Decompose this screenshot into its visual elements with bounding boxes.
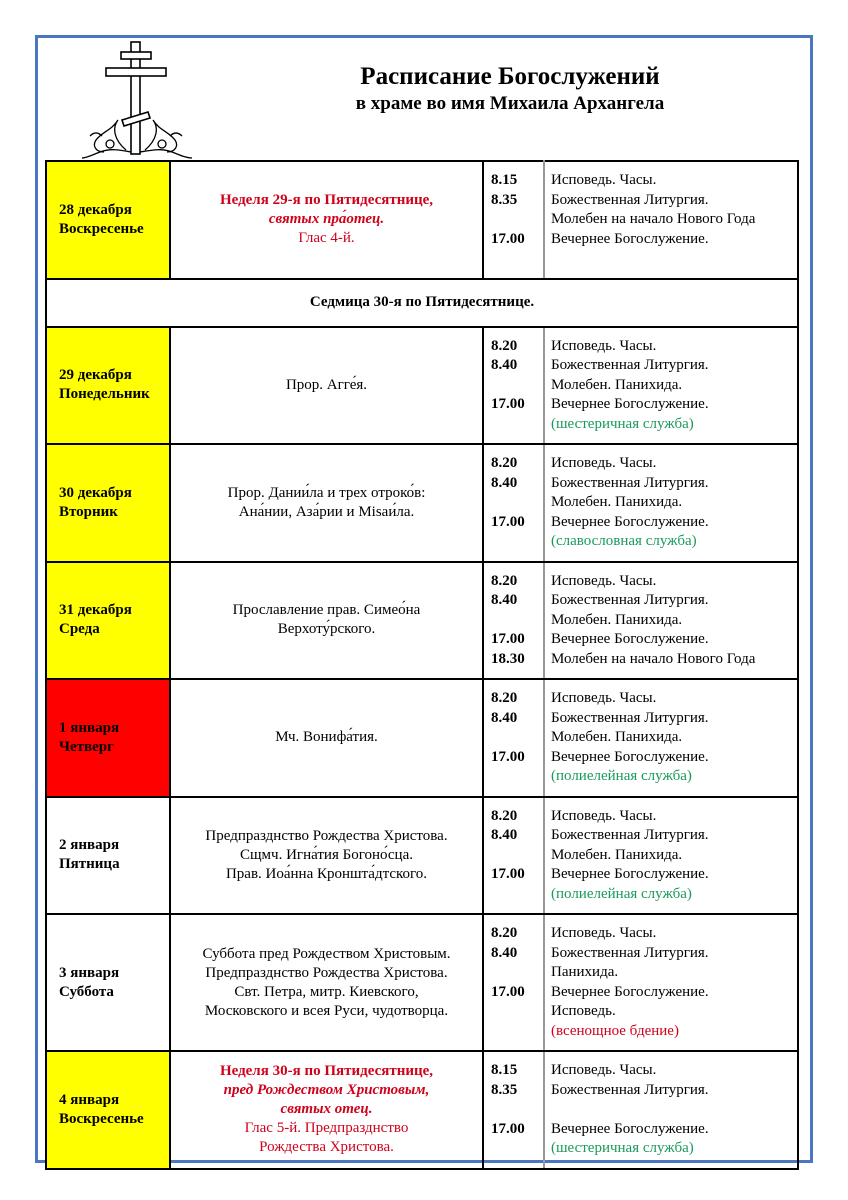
day-weekday: Среда — [59, 621, 100, 638]
service-times-cell — [483, 444, 544, 562]
feast-cell — [170, 562, 483, 680]
service-time: 8.40 — [491, 944, 518, 961]
feast-cell — [170, 1051, 483, 1169]
services-cell — [544, 1051, 798, 1169]
service-time — [491, 1139, 543, 1159]
service-time: 8.40 — [491, 592, 518, 608]
service-name: Молебен на начало Нового Года — [551, 211, 756, 227]
service-time — [491, 376, 543, 396]
service-name: Божественная Литургия. — [551, 592, 709, 608]
page-subtitle: в храме во имя Михаила Архангела — [355, 93, 665, 114]
day-weekday: Пятница — [59, 856, 120, 873]
day-date-cell — [46, 562, 170, 680]
service-time: 17.00 — [491, 631, 525, 647]
day-weekday: Вторник — [59, 503, 118, 520]
feast-cell — [170, 444, 483, 562]
feast-line: Прав. Иоа́нна Кроншта́дтского. — [225, 865, 428, 882]
service-name: (шестеричная служба) — [551, 1140, 694, 1156]
feast-line: Глас 4-й. — [298, 230, 355, 247]
service-name: Божественная Литургия. — [551, 1081, 709, 1098]
service-times-cell — [483, 562, 544, 680]
day-weekday: Четверг — [59, 738, 114, 755]
service-name: Молебен на начало Нового Года — [551, 650, 756, 667]
page-title: Расписание Богослужений — [360, 63, 660, 90]
service-times-cell — [483, 1051, 544, 1169]
service-name: Вечернее Богослужение. — [551, 396, 709, 412]
service-time: 8.20 — [491, 807, 518, 824]
service-name: Молебен. Панихида. — [551, 494, 683, 510]
feast-cell — [170, 327, 483, 445]
services-cell — [544, 914, 798, 1051]
service-name: Божественная Литургия. — [551, 709, 709, 726]
service-time — [491, 728, 543, 748]
service-time: 8.20 — [491, 572, 518, 589]
service-time — [491, 846, 543, 866]
service-name: Молебен. Панихида. — [551, 729, 683, 745]
service-time — [491, 1100, 543, 1120]
service-name: (полиелейная служба) — [551, 768, 692, 784]
service-time — [491, 611, 543, 631]
week-header-row — [46, 279, 798, 327]
feast-line: Суббота пред Рождеством Христовым. — [202, 945, 451, 962]
service-time: 17.00 — [491, 748, 525, 765]
service-times-cell — [483, 679, 544, 797]
service-time: 8.40 — [491, 357, 518, 373]
service-name: Вечернее Богослужение. — [551, 230, 709, 247]
service-time: 8.15 — [491, 1062, 518, 1078]
feast-line: Предпразднство Рождества Христова. — [205, 827, 448, 844]
service-name: (славословная служба) — [551, 533, 697, 549]
day-weekday: Понедельник — [59, 386, 150, 403]
service-name: Исповедь. — [551, 1003, 616, 1019]
service-name: Исповедь. Часы. — [551, 807, 657, 824]
day-weekday: Воскресенье — [59, 220, 144, 237]
services-cell — [544, 327, 798, 445]
service-time — [491, 963, 543, 983]
service-name: Исповедь. Часы. — [551, 690, 657, 706]
feast-line: святых отец. — [280, 1101, 373, 1118]
service-name: Вечернее Богослужение. — [551, 748, 709, 765]
day-date: 3 января — [59, 964, 120, 981]
day-date-cell — [46, 444, 170, 562]
day-weekday: Воскресенье — [59, 1110, 144, 1127]
day-date: 30 декабря — [59, 484, 132, 501]
service-name: Молебен. Панихида. — [551, 846, 683, 863]
feast-line: Прор. Агге́я. — [285, 376, 368, 393]
service-time — [491, 767, 543, 787]
schedule-day-row — [46, 797, 798, 915]
service-name: Божественная Литургия. — [551, 474, 709, 491]
schedule-day-row — [46, 161, 798, 279]
service-time: 8.35 — [491, 1081, 518, 1098]
service-time: 18.30 — [491, 650, 525, 667]
service-time: 8.20 — [491, 455, 518, 471]
services-cell — [544, 679, 798, 797]
service-name: Молебен. Панихида. — [551, 376, 683, 393]
day-weekday: Суббота — [59, 983, 114, 1000]
day-date-cell — [46, 161, 170, 279]
service-name: Вечернее Богослужение. — [551, 866, 709, 882]
service-name: Вечернее Богослужение. — [551, 631, 709, 647]
service-name: Божественная Литургия. — [551, 827, 709, 843]
service-time: 17.00 — [491, 1120, 525, 1137]
day-date: 28 декабря — [59, 201, 132, 218]
feast-line: Прославление прав. Симео́на — [232, 602, 421, 619]
service-time: 8.35 — [491, 191, 518, 208]
day-date: 31 декабря — [59, 602, 132, 619]
day-date-cell — [46, 1051, 170, 1169]
service-name: Божественная Литургия. — [551, 357, 709, 373]
service-time — [491, 885, 543, 905]
feast-cell — [170, 679, 483, 797]
service-times-cell — [483, 914, 544, 1051]
service-time: 8.20 — [491, 690, 518, 706]
schedule-day-row — [46, 1051, 798, 1169]
service-time — [491, 1022, 543, 1042]
feast-line: Глас 5-й. Предпразднство — [244, 1120, 409, 1137]
service-time: 17.00 — [491, 513, 525, 530]
feast-line: Московского и всея Руси, чудотворца. — [204, 1002, 449, 1019]
day-date: 2 января — [59, 837, 120, 854]
service-name: Вечернее Богослужение. — [551, 1120, 709, 1137]
service-name: (всенощное бдение) — [551, 1022, 679, 1039]
service-time: 17.00 — [491, 983, 525, 1000]
orthodox-cross-icon — [82, 40, 192, 160]
feast-line: Предпразднство Рождества Христова. — [205, 964, 448, 981]
service-name: Исповедь. Часы. — [551, 925, 657, 941]
feast-line: Свт. Петра, митр. Киевского, — [234, 983, 419, 1000]
service-name: Панихида. — [551, 964, 619, 980]
service-time: 8.20 — [491, 337, 518, 354]
service-time: 8.40 — [491, 474, 518, 491]
day-date-cell — [46, 797, 170, 915]
feast-line: Прор. Дании́ла и трех отроко́в: — [227, 484, 426, 501]
service-time — [491, 249, 543, 269]
feast-cell — [170, 914, 483, 1051]
services-cell — [544, 161, 798, 279]
schedule-day-row — [46, 914, 798, 1051]
services-cell — [544, 797, 798, 915]
service-name: Исповедь. Часы. — [551, 1062, 657, 1078]
services-cell — [544, 562, 798, 680]
feast-line: Неделя 30-я по Пятидесятнице, — [219, 1063, 434, 1080]
service-time: 17.00 — [491, 396, 525, 412]
document-header — [300, 62, 720, 116]
day-date: 29 декабря — [59, 367, 132, 384]
service-time: 8.15 — [491, 172, 518, 188]
service-name: (полиелейная служба) — [551, 885, 692, 902]
feast-line: Мч. Вонифа́тия. — [275, 729, 378, 746]
feast-line: святых пра́отец. — [268, 211, 385, 228]
service-time — [491, 493, 543, 513]
feast-line: Верхоту́рского. — [277, 621, 376, 638]
feast-line: Сщмч. Игна́тия Богоно́сца. — [240, 846, 413, 863]
day-date: 4 января — [59, 1091, 120, 1108]
service-name — [551, 1100, 797, 1120]
day-date-cell — [46, 327, 170, 445]
schedule-day-row — [46, 327, 798, 445]
service-time — [491, 532, 543, 552]
service-time: 8.40 — [491, 709, 518, 726]
service-time — [491, 210, 543, 230]
schedule-table — [45, 160, 799, 1170]
day-date-cell — [46, 679, 170, 797]
service-name: Вечернее Богослужение. — [551, 513, 709, 530]
week-header: Седмица 30-я по Пятидесятнице. — [46, 279, 798, 327]
schedule-day-row — [46, 444, 798, 562]
service-name: (шестеричная служба) — [551, 415, 694, 432]
service-time: 8.20 — [491, 925, 518, 941]
service-name: Исповедь. Часы. — [551, 572, 657, 589]
schedule-day-row — [46, 562, 798, 680]
service-time — [491, 1002, 543, 1022]
service-name: Молебен. Панихида. — [551, 611, 683, 628]
service-times-cell — [483, 327, 544, 445]
service-time: 17.00 — [491, 866, 525, 882]
service-name: Божественная Литургия. — [551, 191, 709, 208]
service-name: Исповедь. Часы. — [551, 172, 657, 188]
service-name: Исповедь. Часы. — [551, 337, 657, 354]
day-date: 1 января — [59, 719, 120, 736]
feast-line: Ана́нии, Аза́рии и Misаи́ла. — [238, 503, 415, 520]
service-name: Божественная Литургия. — [551, 944, 709, 961]
service-name: Исповедь. Часы. — [551, 455, 657, 471]
feast-cell — [170, 797, 483, 915]
feast-cell — [170, 161, 483, 279]
services-cell — [544, 444, 798, 562]
service-time: 8.40 — [491, 827, 518, 843]
service-name — [551, 249, 797, 269]
feast-line: пред Рождеством Христовым, — [223, 1082, 430, 1099]
service-time — [491, 415, 543, 435]
schedule-day-row — [46, 679, 798, 797]
service-time: 17.00 — [491, 230, 525, 247]
feast-line: Неделя 29-я по Пятидесятнице, — [219, 192, 434, 209]
service-name: Вечернее Богослужение. — [551, 983, 709, 1000]
service-times-cell — [483, 797, 544, 915]
service-times-cell — [483, 161, 544, 279]
day-date-cell — [46, 914, 170, 1051]
feast-line: Рождества Христова. — [259, 1139, 394, 1156]
